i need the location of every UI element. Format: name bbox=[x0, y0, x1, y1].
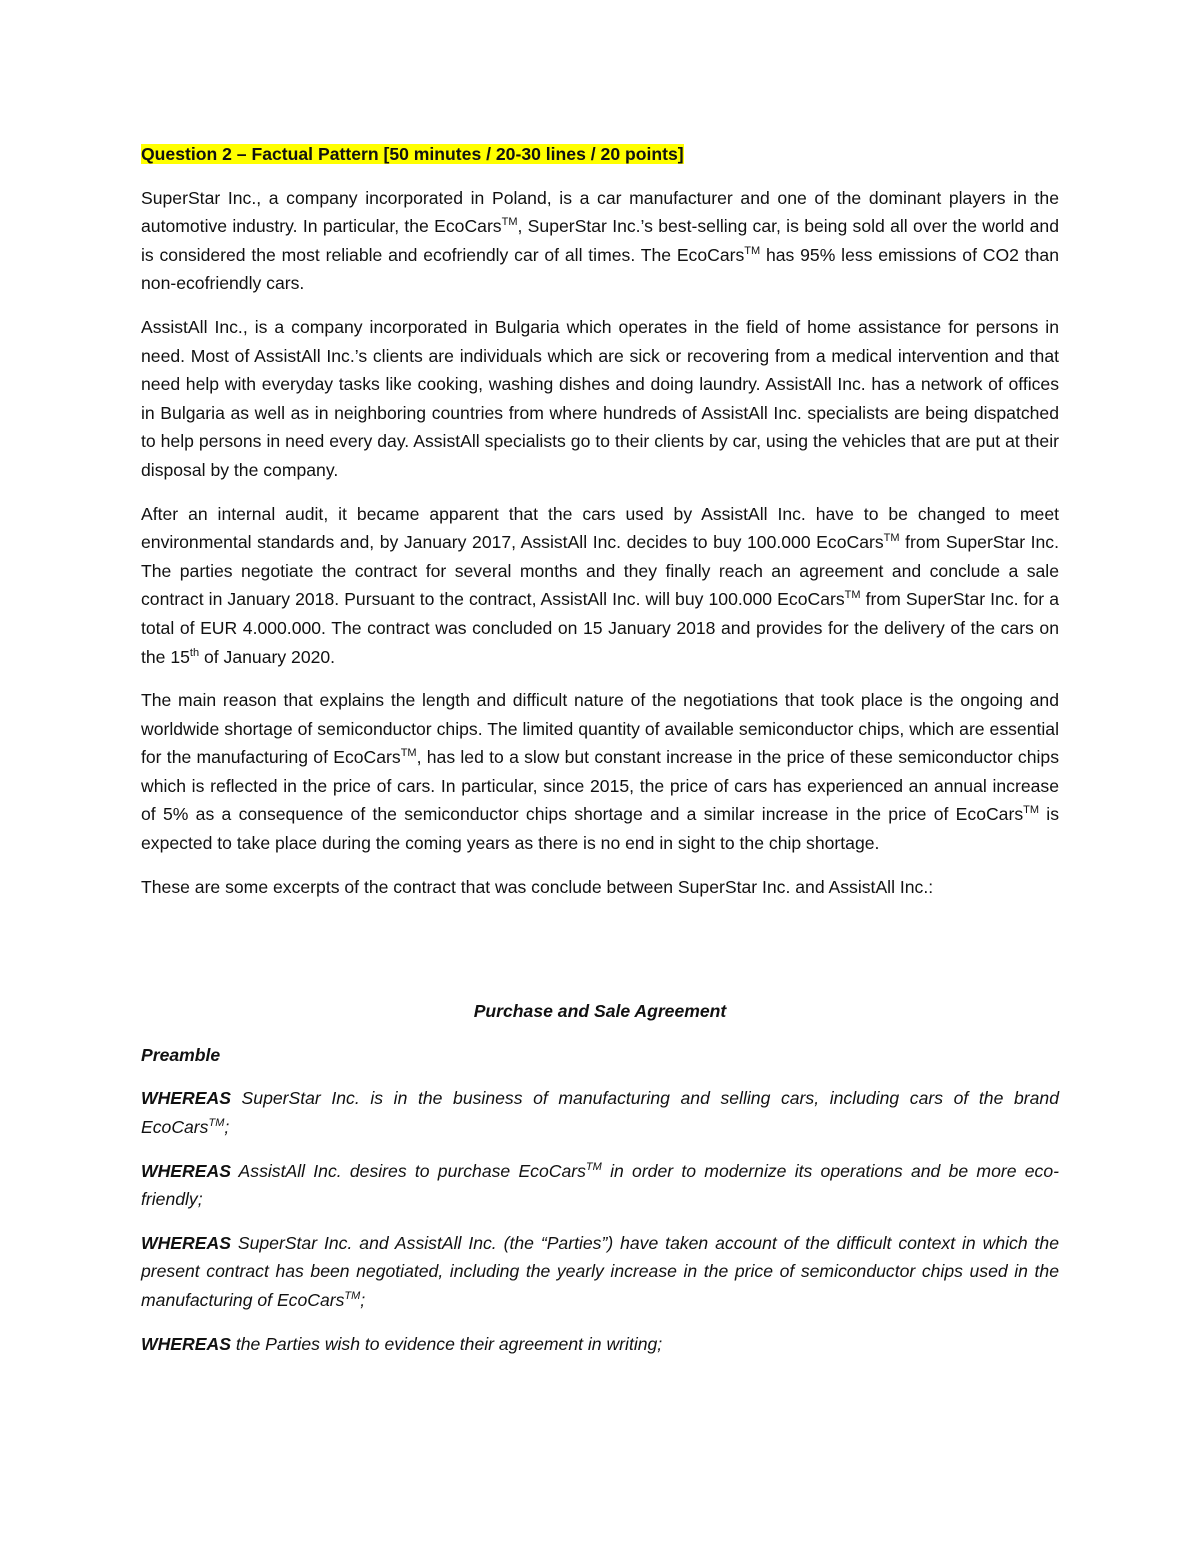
clause-text: SuperStar Inc. and AssistAll Inc. (the “Parties”) have taken account of the difficult context in which the present contract has been negotiated, including the yearly increase in the price of semiconductor chips used in the manufacturing of EcoCars bbox=[141, 1232, 1059, 1310]
paragraph-text: has 95% less emissions of CO2 than non-ecofriendly cars. bbox=[141, 244, 1059, 294]
whereas-label: WHEREAS bbox=[141, 1160, 231, 1181]
clause-text: the Parties wish to evidence their agreement in writing; bbox=[230, 1333, 663, 1354]
paragraph-negotiations bbox=[141, 686, 1059, 858]
whereas-label: WHEREAS bbox=[141, 1333, 231, 1354]
paragraph-assistall: AssistAll Inc., is a company incorporated in Bulgaria which operates in the field of home assistance for persons in need. Most of AssistAll Inc.’s clients are individuals which are sick or recovering from a medical intervention and that need help with everyday tasks like cooking, washing dishes and doing laundry. AssistAll Inc. has a network of offices in Bulgaria as well as in neighboring countries from where hundreds of AssistAll Inc. specialists are being dispatched to help persons in need every day. AssistAll specialists go to their clients by car, using the vehicles that are put at their disposal by the company. bbox=[141, 316, 1059, 480]
paragraph-text: from SuperStar Inc. The parties negotiate the contract for several months and they finally reach an agreement and conclude a sale contract in January 2018. Pursuant to the contract, AssistAll Inc. will buy 100.000 EcoCars bbox=[141, 532, 1059, 610]
question-heading bbox=[141, 140, 1059, 169]
clause-text: ; bbox=[360, 1290, 366, 1310]
trademark-mark: TM bbox=[883, 532, 900, 545]
paragraph-text: , has led to a slow but constant increase in the price of these semiconductor chips which is reflected in the price of cars. In particular, since 2015, the price of cars has experienced an annual increase of 5% as a consequence of the semiconductor chips shortage and a similar increase in the price of EcoCars bbox=[141, 747, 1059, 825]
paragraph-audit bbox=[141, 500, 1059, 672]
preamble-heading: Preamble bbox=[141, 1044, 221, 1065]
whereas-clause-3 bbox=[141, 1229, 1059, 1315]
paragraph-text: The main reason that explains the length and difficult nature of the negotiations that took place is the ongoing and worldwide shortage of semiconductor chips. The limited quantity of available semiconductor chips, which are essential for the manufacturing of EcoCars bbox=[141, 690, 1059, 768]
paragraph-text: SuperStar Inc., a company incorporated in Poland, is a car manufacturer and one of the dominant players in the automotive industry. In particular, the EcoCars bbox=[141, 187, 1059, 237]
question-heading-text: Question 2 – Factual Pattern [50 minutes / 20-30 lines / 20 points] bbox=[141, 144, 684, 164]
paragraph-text: from SuperStar Inc. for a total of EUR 4.000.000. The contract was concluded on 15 January 2018 and provides for the delivery of the cars on the 15 bbox=[141, 589, 1059, 667]
agreement-title: Purchase and Sale Agreement bbox=[473, 1001, 727, 1022]
clause-text: AssistAll Inc. desires to purchase EcoCars bbox=[230, 1160, 586, 1181]
trademark-mark: TM bbox=[585, 1160, 602, 1173]
paragraph-superstar bbox=[141, 184, 1059, 298]
paragraph-text: is expected to take place during the coming years as there is no end in sight to the chip shortage. bbox=[141, 804, 1059, 854]
whereas-label: WHEREAS bbox=[141, 1088, 231, 1109]
paragraph-text: of January 2020. bbox=[199, 646, 336, 667]
trademark-mark: TM bbox=[344, 1290, 361, 1302]
ordinal-suffix: th bbox=[189, 646, 200, 659]
trademark-mark: TM bbox=[1023, 804, 1040, 817]
trademark-mark: TM bbox=[844, 589, 861, 602]
whereas-clause-2 bbox=[141, 1157, 1059, 1214]
paragraph-excerpts-intro: These are some excerpts of the contract that was conclude between SuperStar Inc. and AssistAll Inc.: bbox=[141, 876, 934, 897]
trademark-mark: TM bbox=[208, 1117, 225, 1130]
clause-text: SuperStar Inc. is in the business of manufacturing and selling cars, including cars of the brand EcoCars bbox=[141, 1088, 1059, 1138]
trademark-mark: TM bbox=[744, 244, 761, 257]
whereas-clause-1 bbox=[141, 1084, 1059, 1141]
whereas-clause-4 bbox=[141, 1330, 1059, 1359]
clause-text: ; bbox=[224, 1117, 230, 1138]
trademark-mark: TM bbox=[501, 216, 518, 229]
clause-text: in order to modernize its operations and be more eco-friendly; bbox=[141, 1160, 1059, 1210]
trademark-mark: TM bbox=[400, 747, 417, 760]
whereas-label: WHEREAS bbox=[141, 1232, 231, 1253]
paragraph-text: , SuperStar Inc.’s best-selling car, is being sold all over the world and is considered the most reliable and ecofriendly car of all times. The EcoCars bbox=[141, 216, 1059, 265]
paragraph-text: After an internal audit, it became apparent that the cars used by AssistAll Inc. have to be changed to meet environmental standards and, by January 2017, AssistAll Inc. decides to buy 100.000 EcoCars bbox=[141, 503, 1059, 553]
document-page bbox=[141, 140, 1059, 1373]
